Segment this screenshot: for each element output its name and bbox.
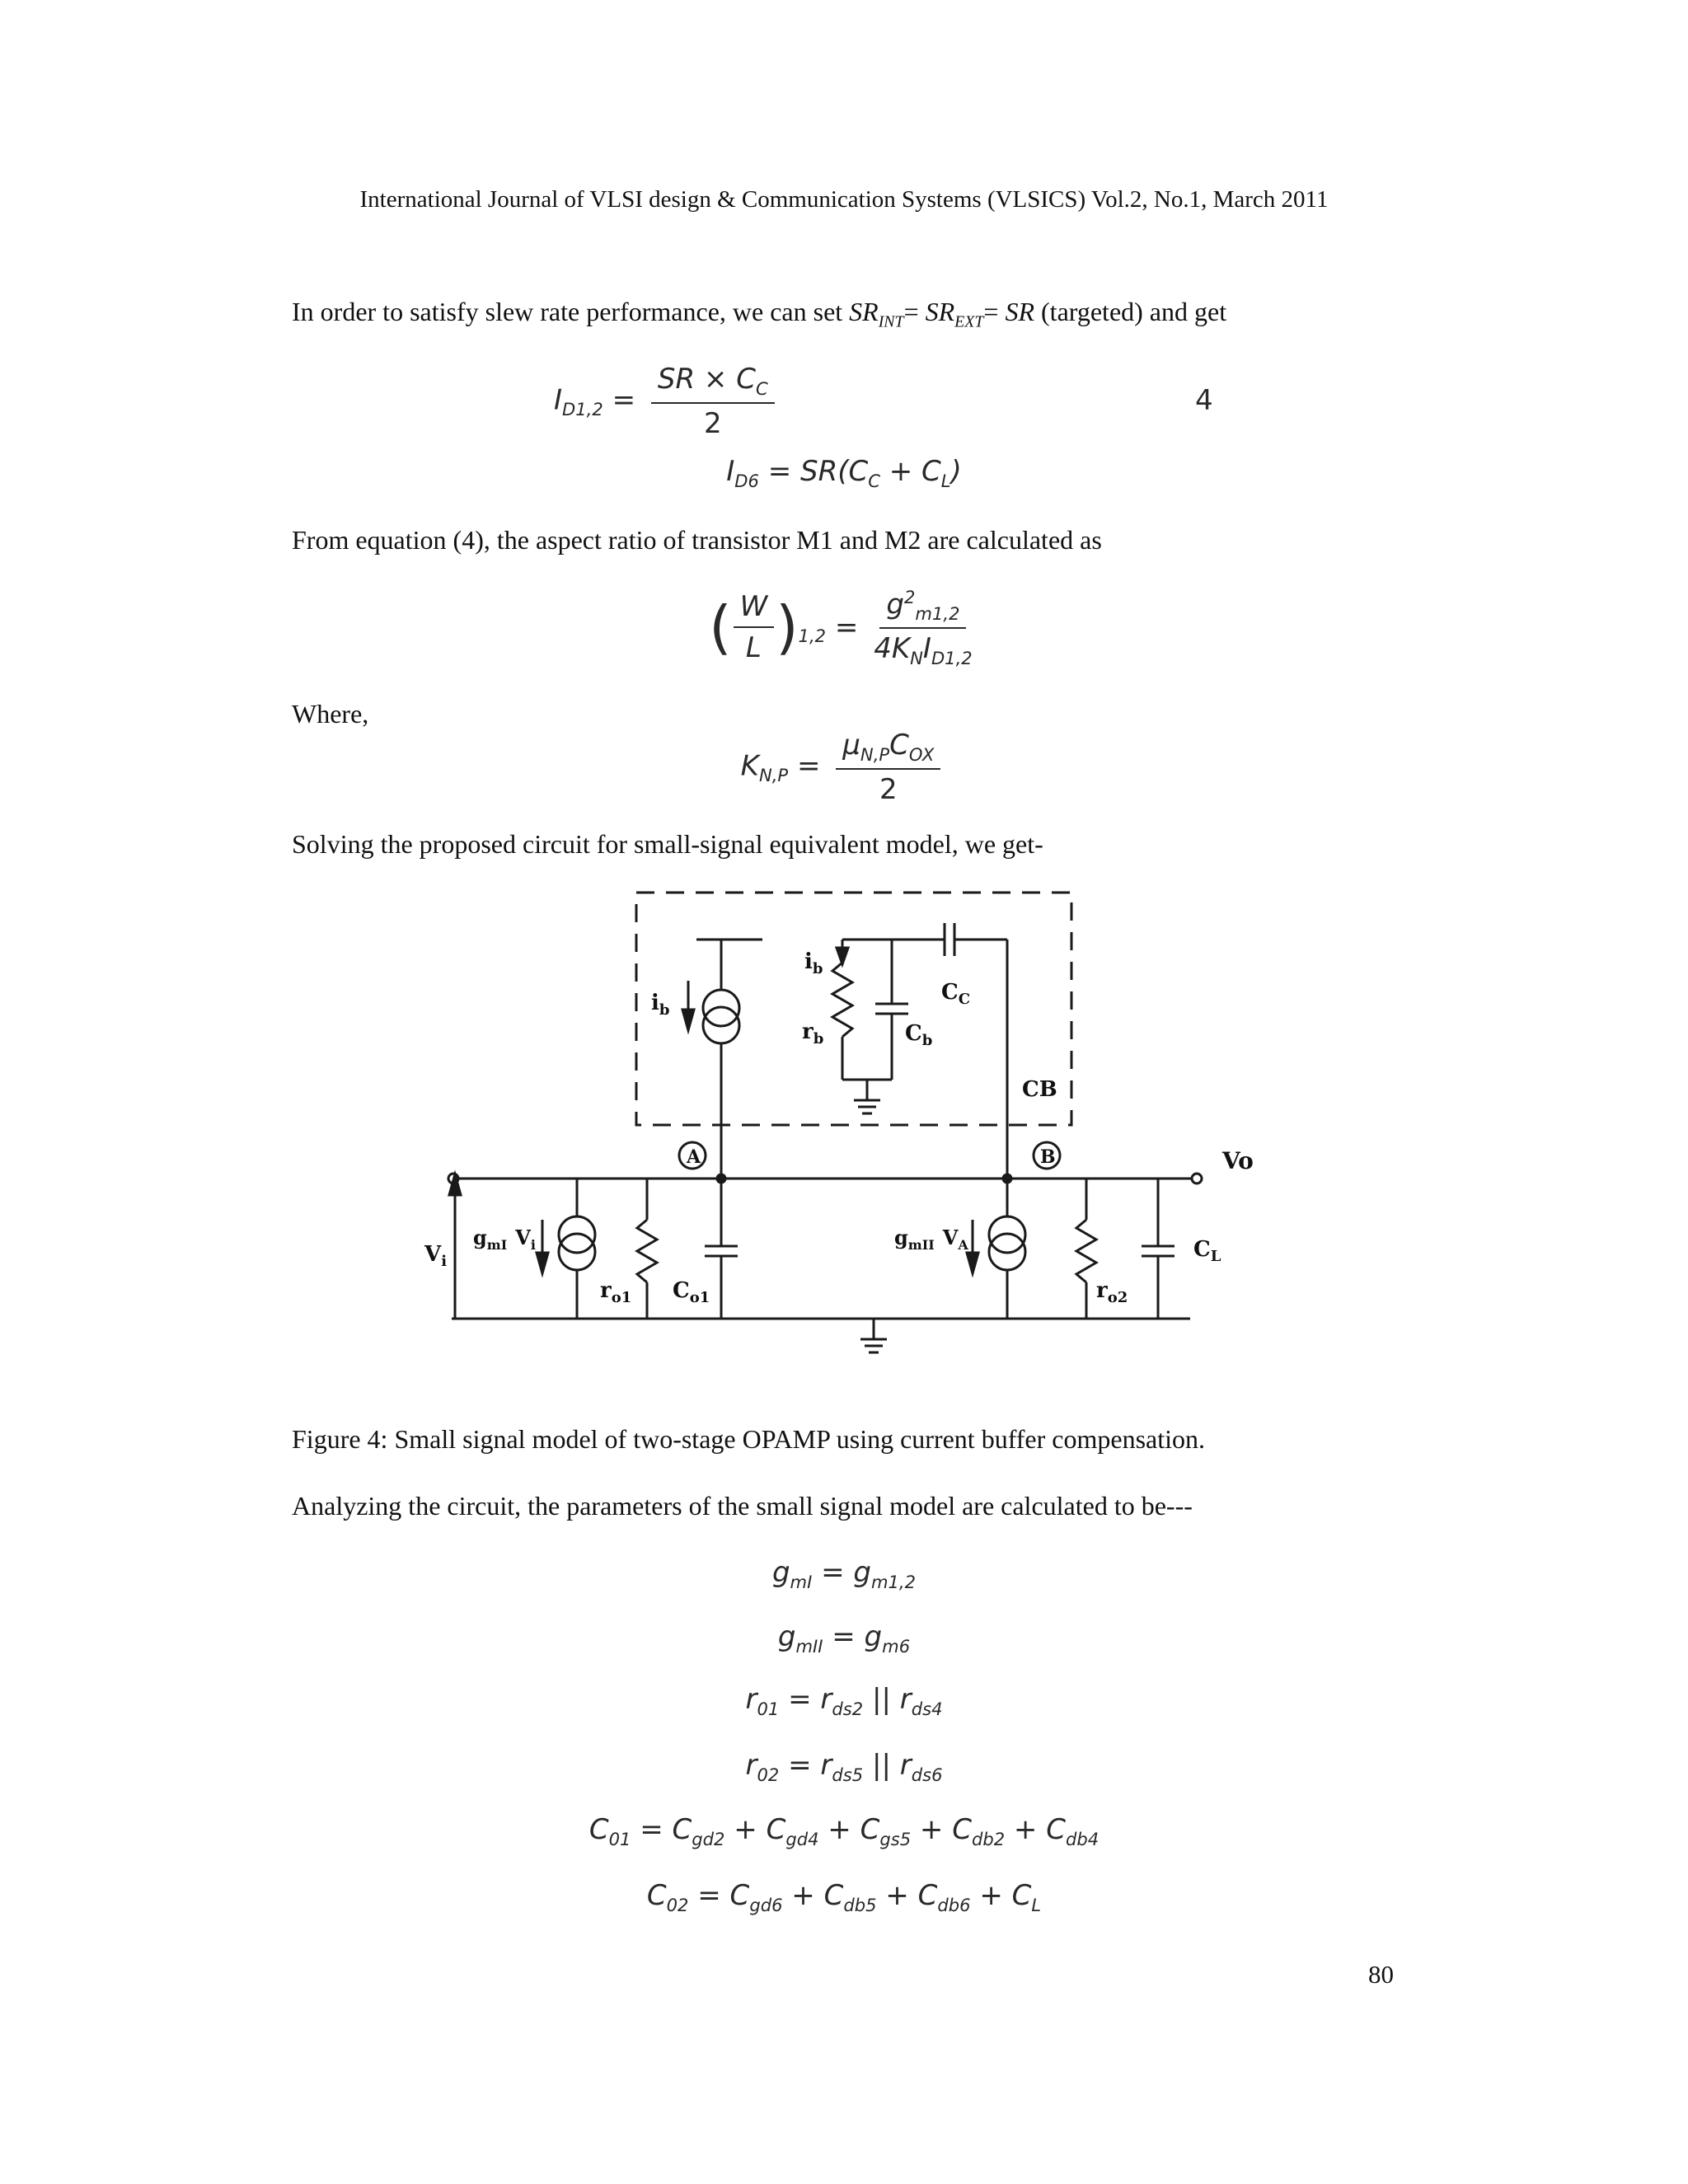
gmi-rhs-sub: m1,2 bbox=[870, 1571, 917, 1592]
gmi-lhs: g bbox=[771, 1556, 790, 1589]
wl-paren-open: ( bbox=[709, 593, 732, 662]
label-gm2-sub: mII bbox=[907, 1237, 935, 1253]
page-number: 80 bbox=[1368, 1960, 1394, 1989]
label-ib-top: i bbox=[804, 949, 813, 974]
wl-w: W bbox=[734, 590, 775, 628]
id6-close: ) bbox=[950, 455, 962, 488]
c02-s2: db5 bbox=[843, 1894, 877, 1915]
text-sr-end: SR bbox=[1005, 297, 1035, 326]
wl-num-sup: 2 bbox=[904, 587, 916, 607]
r01-mid-sub: ds4 bbox=[911, 1698, 943, 1719]
c01-t3: + C bbox=[818, 1813, 880, 1846]
r02-rhs-sub: ds5 bbox=[832, 1764, 864, 1785]
gmii-rhs-sub: m6 bbox=[882, 1635, 911, 1657]
label-co1-sub: o1 bbox=[689, 1289, 710, 1306]
output-terminal bbox=[1192, 1174, 1202, 1183]
label-ro2-sub: o2 bbox=[1107, 1289, 1128, 1306]
k-num-sub: N,P bbox=[860, 743, 890, 765]
circuit-wires bbox=[448, 893, 1202, 1352]
label-ib-left: i bbox=[651, 991, 659, 1015]
r02-mid-sub: ds6 bbox=[911, 1764, 943, 1785]
wl-equals: = bbox=[834, 611, 859, 644]
k-lhs: K bbox=[740, 749, 759, 783]
c01-lhs-sub: 01 bbox=[608, 1828, 631, 1849]
eq4-lhs: I bbox=[554, 383, 563, 417]
wl-paren-close: ) bbox=[776, 593, 799, 662]
k-num-c-sub: OX bbox=[908, 743, 935, 765]
wl-den-sub2: D1,2 bbox=[931, 647, 973, 668]
equation-r02 bbox=[0, 1749, 1688, 1785]
gmii-rhs: = g bbox=[832, 1620, 883, 1653]
gmi-lhs-sub: mI bbox=[790, 1571, 813, 1592]
id6-plus: + C bbox=[879, 455, 941, 488]
text-tail: (targeted) and get bbox=[1034, 297, 1227, 326]
svg-text:ib bbox=[804, 949, 823, 977]
text-intro: In order to satisfy slew rate performance, we can set bbox=[292, 297, 850, 326]
paragraph-aspect-ratio: From equation (4), the aspect ratio of transistor M1 and M2 are calculated as bbox=[292, 525, 1102, 555]
text-eq1: = bbox=[903, 297, 926, 326]
label-ro1-sub: o1 bbox=[611, 1289, 632, 1306]
label-node-b: B bbox=[1040, 1146, 1056, 1168]
svg-text:Co1 bbox=[673, 1278, 710, 1306]
id6-lhs-sub: D6 bbox=[734, 470, 759, 491]
figure-caption: Figure 4: Small signal model of two-stage OPAMP using current buffer compensation. bbox=[292, 1424, 1206, 1454]
equation-gmi bbox=[0, 1556, 1688, 1592]
c02-t4: + C bbox=[970, 1879, 1032, 1912]
gmi-rhs: = g bbox=[821, 1556, 871, 1589]
ro2-resistor-icon bbox=[1076, 1220, 1096, 1282]
c02-t2: + C bbox=[782, 1879, 844, 1912]
label-vo: Vo bbox=[1222, 1147, 1254, 1174]
eq4-numerator-sub: C bbox=[755, 377, 768, 399]
k-equals: = bbox=[796, 749, 821, 783]
paragraph-where: Where, bbox=[292, 699, 369, 729]
k-num-mu: μ bbox=[842, 729, 860, 762]
text-int-sub: INT bbox=[878, 312, 904, 331]
label-gm1-v: V bbox=[515, 1226, 531, 1249]
text-sr: SR bbox=[849, 297, 879, 326]
r01-rhs: = r bbox=[788, 1683, 832, 1716]
svg-text:CL bbox=[1193, 1237, 1221, 1265]
label-ib-left-sub: b bbox=[659, 1001, 670, 1019]
equation-r01 bbox=[0, 1683, 1688, 1719]
label-rb-sub: b bbox=[813, 1030, 824, 1047]
equation-c02 bbox=[0, 1879, 1688, 1915]
wl-num-g: g bbox=[886, 588, 904, 621]
label-cc: C bbox=[941, 980, 959, 1005]
svg-text:ro2 bbox=[1096, 1278, 1128, 1306]
c01-s3: gs5 bbox=[879, 1828, 912, 1849]
c01-t1: = C bbox=[640, 1813, 692, 1846]
running-header: International Journal of VLSI design & Communication Systems (VLSICS) Vol.2, No.1, March 2011 bbox=[359, 186, 1329, 213]
eq4-numerator: SR × C bbox=[657, 363, 756, 396]
label-ro1: r bbox=[600, 1278, 612, 1303]
label-cl: C bbox=[1193, 1237, 1211, 1262]
id6-lhs: I bbox=[726, 455, 735, 488]
rb-resistor-icon bbox=[832, 963, 852, 1037]
text-ext-sub: EXT bbox=[954, 312, 984, 331]
ro1-resistor-icon bbox=[637, 1220, 657, 1282]
label-gm1-v-sub: i bbox=[530, 1237, 536, 1253]
k-denominator: 2 bbox=[879, 772, 898, 806]
c01-t4: + C bbox=[911, 1813, 972, 1846]
label-gm1: g bbox=[473, 1226, 487, 1249]
label-vi-sub: i bbox=[441, 1253, 448, 1270]
r01-mid: || r bbox=[863, 1683, 912, 1716]
equation-number: 4 bbox=[1195, 384, 1213, 417]
paragraph-small-signal: Solving the proposed circuit for small-signal equivalent model, we get- bbox=[292, 829, 1043, 859]
wl-l: L bbox=[745, 631, 762, 665]
svg-text:Cb bbox=[905, 1021, 932, 1049]
c01-s2: gd4 bbox=[785, 1828, 819, 1849]
eq4-denominator: 2 bbox=[703, 406, 722, 440]
c02-s1: gd6 bbox=[749, 1894, 783, 1915]
c02-t1: = C bbox=[697, 1879, 750, 1912]
label-cl-sub: L bbox=[1210, 1248, 1221, 1265]
label-cb-block: CB bbox=[1022, 1077, 1057, 1102]
r01-rhs-sub: ds2 bbox=[832, 1698, 864, 1719]
r02-lhs-sub: 02 bbox=[757, 1764, 780, 1785]
id6-c-sub: C bbox=[868, 470, 880, 491]
id6-l-sub: L bbox=[940, 470, 951, 491]
c01-s1: gd2 bbox=[692, 1828, 725, 1849]
c02-lhs-sub: 02 bbox=[666, 1894, 689, 1915]
label-gm2-v-sub: A bbox=[958, 1237, 968, 1253]
svg-text:ib bbox=[651, 991, 669, 1019]
label-vi: V bbox=[424, 1242, 442, 1267]
label-gm2-v: V bbox=[942, 1226, 959, 1249]
label-gm2: g bbox=[894, 1226, 908, 1249]
c02-s3: db6 bbox=[937, 1894, 971, 1915]
wl-den-4k: 4K bbox=[874, 632, 911, 666]
r02-lhs: r bbox=[745, 1749, 757, 1782]
c01-t2: + C bbox=[724, 1813, 786, 1846]
label-co1: C bbox=[673, 1278, 690, 1303]
svg-text:rb bbox=[802, 1019, 823, 1047]
label-node-a: A bbox=[687, 1146, 701, 1168]
label-rb: r bbox=[802, 1019, 814, 1044]
k-lhs-sub: N,P bbox=[758, 765, 789, 786]
wl-den-i: I bbox=[922, 632, 931, 666]
svg-text:Vi bbox=[424, 1242, 447, 1270]
wl-den-sub1: N bbox=[910, 647, 923, 668]
c01-s5: db4 bbox=[1065, 1828, 1100, 1849]
label-gm1-sub: mI bbox=[486, 1237, 508, 1253]
r01-lhs: r bbox=[745, 1683, 757, 1716]
c02-s4: L bbox=[1031, 1894, 1042, 1915]
equation-c01 bbox=[0, 1813, 1688, 1849]
id6-rhs: = SR(C bbox=[767, 455, 869, 488]
k-num-c: C bbox=[889, 729, 909, 762]
r02-rhs: = r bbox=[788, 1749, 832, 1782]
eq4-equals: = bbox=[612, 383, 636, 417]
c02-lhs: C bbox=[646, 1879, 667, 1912]
paragraph-analysis: Analyzing the circuit, the parameters of the small signal model are calculated to be--- bbox=[292, 1491, 1193, 1521]
wl-sub: 1,2 bbox=[798, 625, 827, 646]
text-eq2: = bbox=[983, 297, 1006, 326]
c02-t3: + C bbox=[876, 1879, 938, 1912]
svg-text:ro1 bbox=[600, 1278, 631, 1306]
c01-lhs: C bbox=[588, 1813, 609, 1846]
c01-s4: db2 bbox=[971, 1828, 1006, 1849]
label-ib-top-sub: b bbox=[812, 960, 823, 977]
r01-lhs-sub: 01 bbox=[757, 1698, 780, 1719]
wl-num-sub: m1,2 bbox=[915, 603, 960, 625]
c01-t5: + C bbox=[1005, 1813, 1066, 1846]
svg-text:gmIIVA bbox=[894, 1226, 968, 1253]
label-ro2: r bbox=[1096, 1278, 1108, 1303]
gmii-lhs: g bbox=[777, 1620, 796, 1653]
equation-gmii bbox=[0, 1620, 1688, 1657]
label-cb-sub: b bbox=[921, 1032, 933, 1049]
label-cc-sub: C bbox=[958, 991, 971, 1008]
text-sr-ext: SR bbox=[925, 297, 955, 326]
label-cb: C bbox=[905, 1021, 922, 1046]
gmii-lhs-sub: mII bbox=[795, 1635, 823, 1657]
svg-text:CC bbox=[941, 980, 970, 1008]
eq4-lhs-sub: D1,2 bbox=[562, 399, 603, 420]
svg-text:gmIVi bbox=[473, 1226, 536, 1253]
r02-mid: || r bbox=[863, 1749, 912, 1782]
